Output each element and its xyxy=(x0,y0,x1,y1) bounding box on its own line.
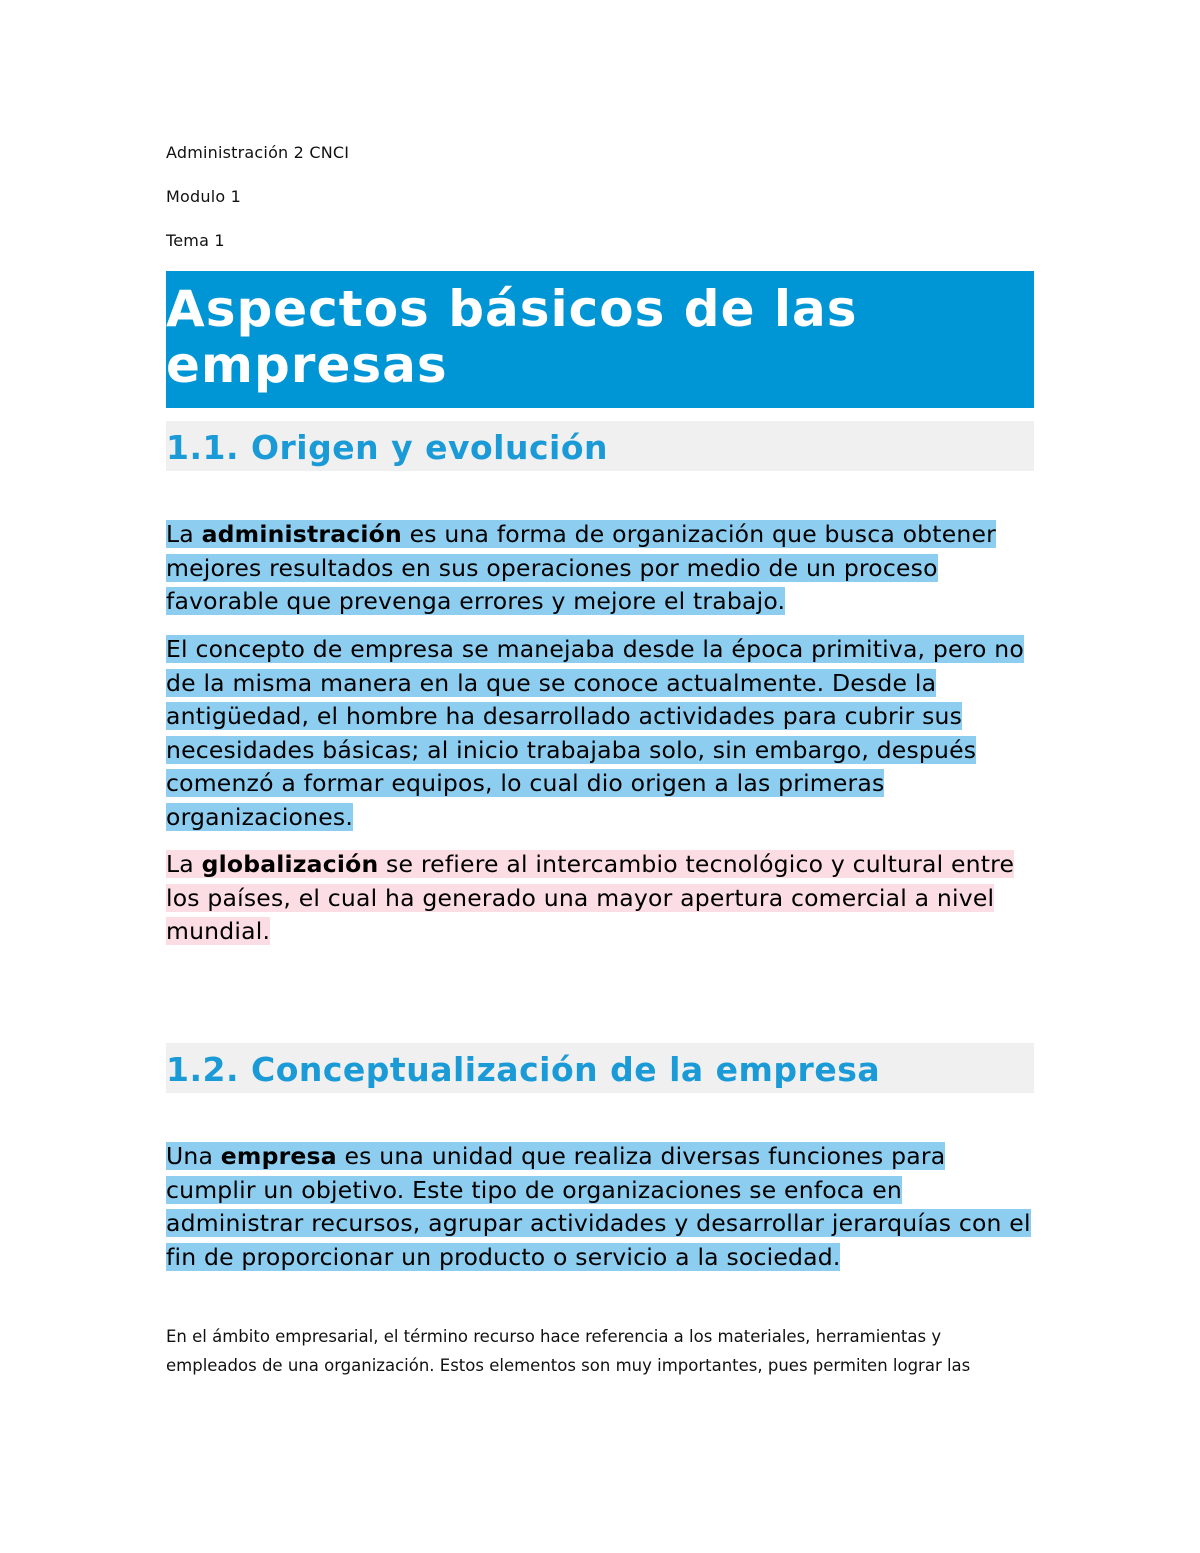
section-1-paragraph-3 xyxy=(166,848,1034,949)
section-2-heading: 1.2. Conceptualización de la empresa xyxy=(166,1050,881,1089)
title-banner xyxy=(166,271,1034,408)
course-name: Administración 2 CNCI xyxy=(166,143,350,162)
highlight-pink: La globalización se refiere al intercambio tecnológico y cultural entre los países, el cual ha generado una mayor apertura comercial a nivel mundial. xyxy=(166,850,1015,945)
term-empresa: empresa xyxy=(220,1142,337,1170)
section-1-heading: 1.1. Origen y evolución xyxy=(166,428,609,467)
section-1-heading-box xyxy=(166,421,1034,471)
section-1-paragraph-2 xyxy=(166,633,1034,834)
highlight-blue: El concepto de empresa se manejaba desde la época primitiva, pero no de la misma manera en la que se conoce actualmente. Desde la antigüedad, el hombre ha desarrollado actividades para cubrir sus necesidades básicas; al inicio trabajaba solo, sin embargo, después comenzó a formar equipos, lo cual dio origen a las primeras organizaciones. xyxy=(166,635,1024,831)
highlight-blue: La administración es una forma de organización que busca obtener mejores resultados en sus operaciones por medio de un proceso favorable que prevenga errores y mejore el trabajo. xyxy=(166,520,996,615)
section-2-paragraph-1 xyxy=(166,1140,1034,1274)
module-label: Modulo 1 xyxy=(166,187,241,206)
highlight-blue: Una empresa es una unidad que realiza diversas funciones para cumplir un objetivo. Este tipo de organizaciones se enfoca en administrar recursos, agrupar actividades y desarrollar jerarquías con el fin de proporcionar un producto o servicio a la sociedad. xyxy=(166,1142,1031,1271)
section-1-paragraph-1 xyxy=(166,518,1034,619)
topic-label: Tema 1 xyxy=(166,231,225,250)
document-title: Aspectos básicos de las empresas xyxy=(166,280,858,394)
term-globalizacion: globalización xyxy=(201,850,379,878)
section-2-heading-box xyxy=(166,1043,1034,1093)
section-2-paragraph-2: En el ámbito empresarial, el término recurso hace referencia a los materiales, herramientas y empleados de una organización. Estos elementos son muy importantes, pues permiten lograr las xyxy=(166,1327,971,1375)
term-administracion: administración xyxy=(201,520,402,548)
